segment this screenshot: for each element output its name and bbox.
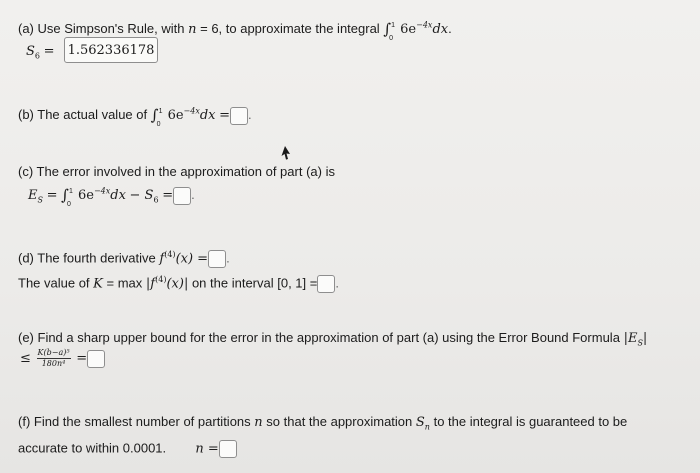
part-e-bound: ≤ $\frac{\text{K(b−a)⁵}}{\text{180n⁴}}$ = [20,348,105,369]
partitions-answer-field[interactable] [219,440,237,458]
n-variable: n [188,22,197,37]
s6-label: $S_6$ = [26,44,55,61]
error-bound-fraction: $\frac{\text{K(b−a)⁵}}{\text{180n⁴}}$ [37,348,70,368]
actual-value-answer-field[interactable] [230,107,248,125]
error-bound-answer-field[interactable] [87,350,105,368]
part-d-k-value: The value of $K = \max |f^{(4)}(x)|$ on the interval [0, 1] = . [18,275,339,292]
error-answer-field[interactable] [173,187,191,205]
part-c-equation: $E_S$ = ∫ 1 0 $6e^{-4x}dx - S_6$ = . [28,186,195,208]
part-f-question: (f) Find the smallest number of partitions n so that the approximation $S_n$ to the integral is guaranteed to be [18,414,628,432]
part-a-question: (a) Use Simpson's Rule, with n = 6, to approximate the integral ∫ 1 0 $6e^{-4x}dx$. [18,20,452,42]
part-f-accuracy: accurate to within 0.0001. n = [18,440,237,458]
part-d-derivative: (d) The fourth derivative $f^{(4)}(x)$ = . [18,250,230,267]
mouse-cursor-icon [278,145,292,161]
fourth-derivative-answer-field[interactable] [208,250,226,268]
part-b-question: (b) The actual value of ∫ 1 0 $6e^{-4x}dx$ = . [18,106,252,128]
s6-answer-field[interactable]: 1.562336178 [64,37,158,63]
k-value-answer-field[interactable] [317,275,335,293]
part-c-question: (c) The error involved in the approximation of part (a) is [18,164,335,179]
integral-sign: ∫ [383,20,392,38]
part-e-question: (e) Find a sharp upper bound for the error in the approximation of part (a) using the Error Bound Formula $|E_S|$ [18,330,648,348]
